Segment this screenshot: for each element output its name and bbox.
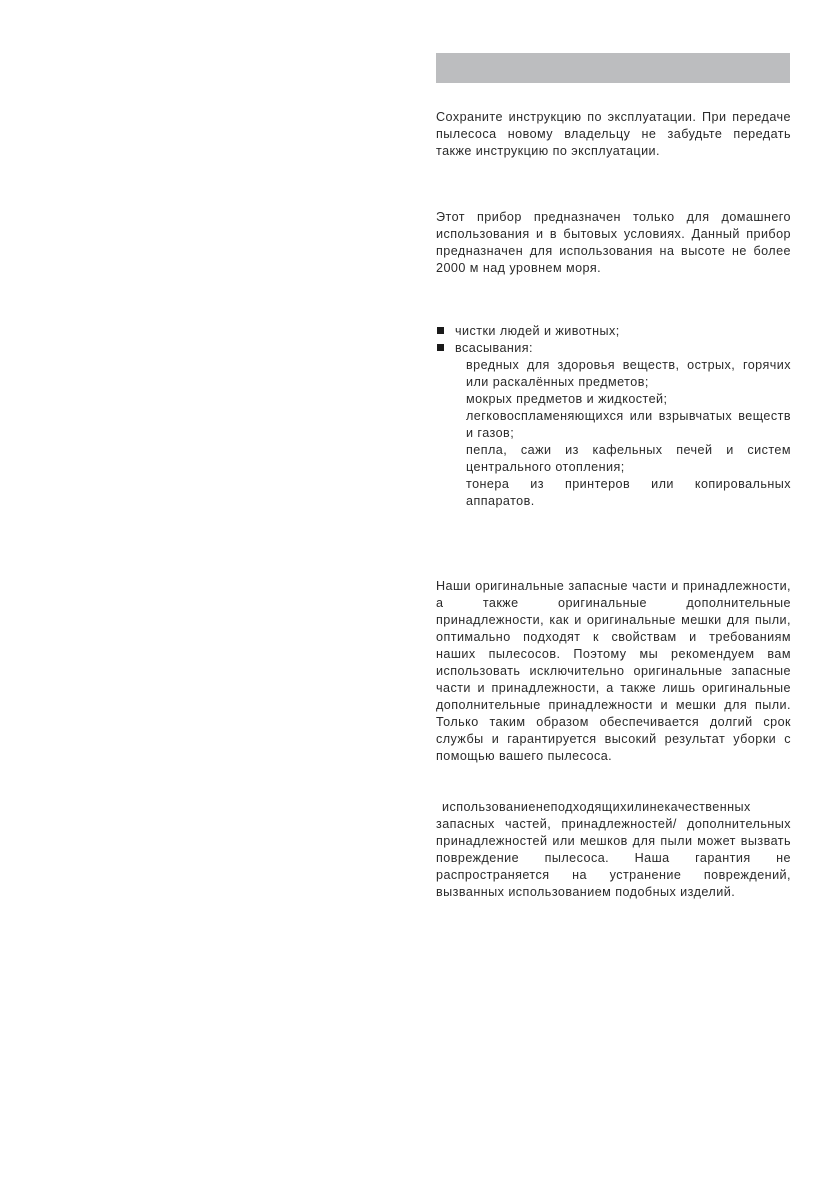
- keep-manual-paragraph: Сохраните инструкцию по эксплуатации. При передаче пылесоса новому владельцу не забудьте передать также инструкцию по эксплуатации.: [436, 110, 791, 158]
- list-item: [436, 323, 791, 340]
- list-item-label: чистки людей и животных;: [455, 324, 620, 338]
- warning-paragraph: [436, 799, 791, 901]
- intended-use-paragraph: Этот прибор предназначен только для домашнего использования и в бытовых условиях. Данный прибор предназначен для использования на высоте не более 2000 м над уровнем моря.: [436, 210, 791, 275]
- sublist-item: мокрых предметов и жидкостей;: [466, 392, 668, 406]
- square-bullet-icon: [437, 327, 444, 334]
- section-header-bar: [436, 53, 790, 83]
- square-bullet-icon: [437, 344, 444, 351]
- sublist-item: тонера из принтеров или копировальных аппаратов.: [466, 477, 791, 508]
- original-parts-paragraph: Наши оригинальные запасные части и принадлежности, а также оригинальные дополнительные принадлежности, как и оригинальные мешки для пыли, оптимально подходят к свойствам и требованиям наших пылесосов. Поэтому мы рекомендуем вам использовать исключительно оригинальные запасные части и принадлежности, а также лишь оригинальные дополнительные принадлежности и мешки для пыли. Только таким образом обеспечивается долгий срок службы и гарантируется высокий результат уборки с помощью вашего пылесоса.: [436, 579, 791, 763]
- sublist-item: вредных для здоровья веществ, острых, горячих или раскалённых предметов;: [466, 358, 791, 389]
- list-item-label: всасывания:: [455, 341, 534, 355]
- suction-sublist: [455, 357, 791, 510]
- prohibited-use-list: [436, 323, 791, 510]
- warning-text: использованиенеподходящихилинекачественных запасных частей, принадлежностей/ дополнительных принадлежностей или мешков для пыли может вызвать повреждение пылесоса. Наша гарантия не распространяется на устранение повреждений, вызванных использованием подобных изделий.: [436, 800, 791, 899]
- list-item: [436, 340, 791, 510]
- sublist-item: легковоспламеняющихся или взрывчатых веществ и газов;: [466, 409, 791, 440]
- sublist-item: пепла, сажи из кафельных печей и систем центрального отопления;: [466, 443, 791, 474]
